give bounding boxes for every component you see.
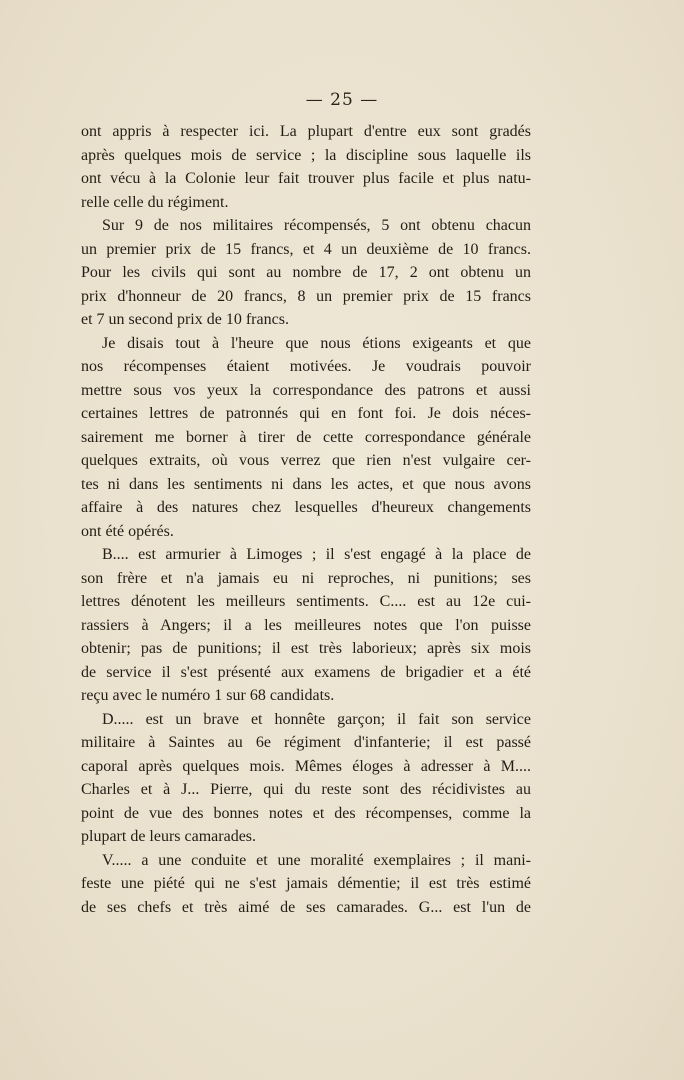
text-line: nos récompenses étaient motivées. Je voudrais pouvoir bbox=[81, 358, 531, 375]
text-line: B.... est armurier à Limoges ; il s'est engagé à la place de bbox=[102, 546, 531, 563]
text-line: et 7 un second prix de 10 francs. bbox=[81, 311, 289, 328]
text-line: Charles et à J... Pierre, qui du reste sont des récidivistes au bbox=[81, 781, 531, 798]
text-line: obtenir; pas de punitions; il est très laborieux; après six mois bbox=[81, 640, 531, 657]
page-number: — 25 — bbox=[305, 90, 379, 110]
text-line: lettres dénotent les meilleurs sentiments. C.... est au 12e cui- bbox=[81, 593, 531, 610]
text-line: Sur 9 de nos militaires récompensés, 5 ont obtenu chacun bbox=[102, 217, 531, 234]
text-line: Je disais tout à l'heure que nous étions exigeants et que bbox=[102, 334, 531, 352]
text-line: Pour les civils qui sont au nombre de 17, 2 ont obtenu un bbox=[81, 264, 531, 281]
text-line: mettre sous vos yeux la correspondance des patrons et aussi bbox=[81, 381, 531, 399]
text-line: plupart de leurs camarades. bbox=[81, 828, 257, 845]
text-line: affaire à des natures chez lesquelles d'heureux changements bbox=[81, 499, 531, 516]
text-line: sairement me borner à tirer de cette correspondance générale bbox=[81, 428, 531, 446]
text-line: après quelques mois de service ; la discipline sous laquelle ils bbox=[81, 146, 531, 164]
text-line: D..... est un brave et honnête garçon; il fait son service bbox=[102, 710, 531, 728]
text-line: ont vécu à la Colonie leur fait trouver plus facile et plus natu- bbox=[81, 170, 531, 187]
text-line: reçu avec le numéro 1 sur 68 candidats. bbox=[81, 687, 335, 704]
text-line: un premier prix de 15 francs, et 4 un deuxième de 10 francs. bbox=[81, 240, 531, 258]
text-line: de ses chefs et très aimé de ses camarades. G... est l'un de bbox=[81, 898, 531, 916]
text-line: ont été opérés. bbox=[81, 522, 174, 540]
text-line: ont appris à respecter ici. La plupart d'entre eux sont gradés bbox=[81, 123, 531, 140]
text-line: rassiers à Angers; il a les meilleures notes que l'on puisse bbox=[81, 616, 531, 634]
text-line: son frère et n'a jamais eu ni reproches, ni punitions; ses bbox=[81, 569, 531, 587]
text-line: quelques extraits, où vous verrez que rien n'est vulgaire cer- bbox=[81, 452, 531, 469]
text-line: relle celle du régiment. bbox=[81, 193, 229, 211]
text-line: feste une piété qui ne s'est jamais démentie; il est très estimé bbox=[81, 875, 531, 892]
text-line: militaire à Saintes au 6e régiment d'infanterie; il est passé bbox=[81, 734, 531, 751]
text-line: certaines lettres de patronnés qui en font foi. Je dois néces- bbox=[81, 405, 531, 422]
text-line: V..... a une conduite et une moralité exemplaires ; il mani- bbox=[102, 851, 531, 869]
text-line: tes ni dans les sentiments ni dans les actes, et que nous avons bbox=[81, 475, 531, 493]
text-line: point de vue des bonnes notes et des récompenses, comme la bbox=[81, 804, 531, 822]
text-line: prix d'honneur de 20 francs, 8 un premier prix de 15 francs bbox=[81, 287, 531, 305]
body-text bbox=[81, 120, 531, 919]
text-line: caporal après quelques mois. Mêmes éloges à adresser à M.... bbox=[81, 757, 531, 775]
text-line: de service il s'est présenté aux examens de brigadier et a été bbox=[81, 663, 531, 681]
